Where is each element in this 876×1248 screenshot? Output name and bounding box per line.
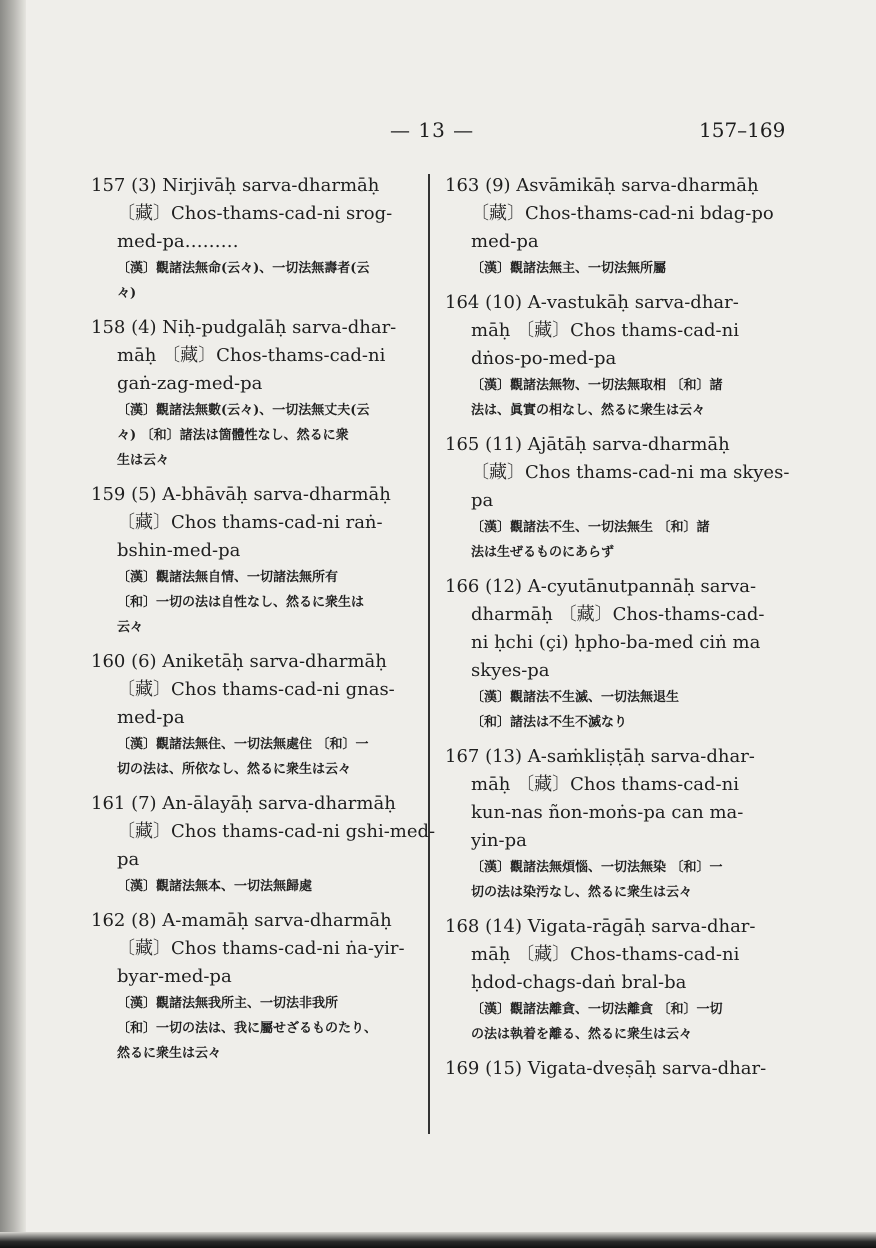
translation-note — [445, 515, 763, 565]
entry-heading-line: 〔藏〕Chos-thams-cad-ni bdag-po — [471, 203, 774, 224]
entry-heading-line: med-pa……… — [117, 231, 239, 252]
translation-note-line: 法は生ぜるものにあらず — [471, 545, 615, 560]
translation-note — [91, 256, 409, 306]
translation-note — [91, 565, 409, 590]
entry-heading-line: 〔藏〕Chos-thams-cad-ni srog- — [117, 203, 393, 224]
entry-heading-line: pa — [471, 490, 494, 511]
entry-heading-line: 〔藏〕Chos thams-cad-ni gnas- — [117, 679, 395, 700]
entry-heading-line: byar-med-pa — [117, 966, 232, 987]
translation-note-line: 〔漢〕觀諸法無自情、一切諸法無所有 — [117, 570, 339, 585]
dictionary-entry — [91, 314, 409, 473]
entry-heading — [445, 172, 774, 256]
entry-heading-line: 〔藏〕Chos thams-cad-ni raṅ- — [117, 512, 383, 533]
entry-heading — [445, 743, 763, 855]
dictionary-entry — [91, 907, 409, 1066]
entry-heading-line: 163 (9) Asvāmikāḥ sarva-dharmāḥ — [445, 175, 759, 196]
translation-note — [445, 256, 763, 281]
dictionary-entry — [445, 743, 763, 905]
book-spine-shadow — [0, 0, 26, 1248]
translation-note-line: 云々 — [117, 620, 144, 635]
entry-heading — [445, 1055, 767, 1083]
entry-heading — [91, 648, 409, 732]
entry-heading-line: māḥ 〔藏〕Chos thams-cad-ni — [471, 774, 739, 795]
entry-heading-line: dṅos-po-med-pa — [471, 348, 617, 369]
translation-note-line: 法は、眞實の相なし、然るに衆生は云々 — [471, 403, 706, 418]
entry-heading-line: ḥdod-chags-daṅ bral-ba — [471, 972, 687, 993]
entry-heading-line: māḥ 〔藏〕Chos-thams-cad-ni — [117, 345, 386, 366]
translation-note — [445, 373, 763, 423]
entry-heading-line: 〔藏〕Chos thams-cad-ni gshi-med- — [117, 821, 436, 842]
dictionary-entry — [91, 790, 436, 899]
translation-note-line: 〔和〕一切の法は自性なし、然るに衆生は — [117, 595, 365, 610]
translation-note-line: 々) 〔和〕諸法は箇體性なし、然るに衆 — [117, 428, 349, 443]
entry-heading-line: māḥ 〔藏〕Chos thams-cad-ni — [471, 320, 739, 341]
entry-heading-line: 158 (4) Niḥ-pudgalāḥ sarva-dhar- — [91, 317, 397, 338]
entry-heading-line: 167 (13) A-saṁkliṣṭāḥ sarva-dhar- — [445, 746, 755, 767]
entry-heading-line: 164 (10) A-vastukāḥ sarva-dhar- — [445, 292, 739, 313]
translation-note — [445, 997, 763, 1047]
entry-heading-line: 161 (7) An-ālayāḥ sarva-dharmāḥ — [91, 793, 396, 814]
entry-heading-line: 〔藏〕Chos thams-cad-ni ṅa-yir- — [117, 938, 405, 959]
entry-heading — [445, 289, 763, 373]
dictionary-entry — [445, 289, 763, 423]
entry-heading — [91, 481, 409, 565]
right-column — [445, 172, 790, 1091]
entry-heading-line: 157 (3) Nirjivāḥ sarva-dharmāḥ — [91, 175, 380, 196]
translation-note-line: 〔漢〕觀諸法無命(云々)、一切法無壽者(云 — [117, 261, 370, 276]
translation-note-line: 〔漢〕觀諸法無主、一切法無所屬 — [471, 261, 667, 276]
translation-note-line: 〔漢〕觀諸法不生滅、一切法無退生 — [471, 690, 680, 705]
translation-note-line: 〔和〕一切の法は、我に屬せざるものたり、 — [117, 1021, 378, 1036]
dictionary-entry — [445, 1055, 767, 1083]
entry-heading-line: yin-pa — [471, 830, 527, 851]
entry-heading — [445, 431, 790, 515]
left-column — [91, 172, 436, 1074]
dictionary-entry — [91, 481, 409, 640]
translation-note-line: 〔漢〕觀諸法離貪、一切法離貪 〔和〕一切 — [471, 1002, 723, 1017]
translation-note — [91, 398, 409, 473]
translation-note — [445, 710, 763, 735]
entry-heading — [91, 314, 409, 398]
entry-heading-line: 160 (6) Aniketāḥ sarva-dharmāḥ — [91, 651, 387, 672]
entry-heading — [445, 913, 763, 997]
translation-note-line: 切の法は染汚なし、然るに衆生は云々 — [471, 885, 693, 900]
entry-heading-line: skyes-pa — [471, 660, 550, 681]
entry-heading-line: 159 (5) A-bhāvāḥ sarva-dharmāḥ — [91, 484, 391, 505]
translation-note-line: 〔漢〕觀諸法無煩惱、一切法無染 〔和〕一 — [471, 860, 723, 875]
dictionary-entry — [445, 913, 763, 1047]
page-number: — 13 — — [390, 118, 475, 142]
entry-heading-line: med-pa — [471, 231, 539, 252]
translation-note-line: 生は云々 — [117, 453, 170, 468]
translation-note-line: 々) — [117, 286, 137, 301]
translation-note — [91, 732, 409, 782]
dictionary-entry — [445, 431, 790, 565]
column-divider — [428, 174, 430, 1134]
entry-heading-line: māḥ 〔藏〕Chos-thams-cad-ni — [471, 944, 740, 965]
translation-note-line: 〔漢〕觀諸法無物、一切法無取相 〔和〕諸 — [471, 378, 723, 393]
entry-heading-line: dharmāḥ 〔藏〕Chos-thams-cad- — [471, 604, 765, 625]
translation-note-line: 〔漢〕觀諸法無我所主、一切法非我所 — [117, 996, 339, 1011]
entry-heading — [91, 907, 409, 991]
translation-note — [91, 874, 409, 899]
entry-heading — [445, 573, 763, 685]
translation-note-line: 切の法は、所依なし、然るに衆生は云々 — [117, 762, 352, 777]
entry-heading-line: kun-nas ñon-moṅs-pa can ma- — [471, 802, 744, 823]
translation-note — [445, 855, 763, 905]
translation-note — [91, 991, 409, 1016]
page-bottom-edge — [0, 1232, 876, 1248]
dictionary-entry — [91, 648, 409, 782]
dictionary-entry — [91, 172, 409, 306]
translation-note-line: 然るに衆生は云々 — [117, 1046, 222, 1061]
translation-note-line: 〔漢〕觀諸法無住、一切法無處住 〔和〕一 — [117, 737, 369, 752]
entry-heading-line: 169 (15) Vigata-dveṣāḥ sarva-dhar- — [445, 1058, 767, 1079]
translation-note-line: 〔和〕諸法は不生不滅なり — [471, 715, 628, 730]
entry-heading-line: 168 (14) Vigata-rāgāḥ sarva-dhar- — [445, 916, 756, 937]
dictionary-entry — [445, 573, 763, 735]
entry-heading-line: ni ḥchi (çi) ḥpho-ba-med ciṅ ma — [471, 632, 761, 653]
entry-heading-line: med-pa — [117, 707, 185, 728]
entry-heading-line: gaṅ-zag-med-pa — [117, 373, 263, 394]
translation-note-line: 〔漢〕觀諸法無數(云々)、一切法無丈夫(云 — [117, 403, 370, 418]
entry-heading-line: 〔藏〕Chos thams-cad-ni ma skyes- — [471, 462, 790, 483]
entry-range: 157–169 — [699, 118, 786, 142]
entry-heading — [91, 790, 436, 874]
entry-heading-line: 165 (11) Ajātāḥ sarva-dharmāḥ — [445, 434, 730, 455]
translation-note-line: 〔漢〕觀諸法無本、一切法無歸處 — [117, 879, 313, 894]
dictionary-entry — [445, 172, 774, 281]
entry-heading-line: pa — [117, 849, 140, 870]
translation-note-line: の法は執着を離る、然るに衆生は云々 — [471, 1027, 693, 1042]
entry-heading — [91, 172, 409, 256]
translation-note — [445, 685, 763, 710]
entry-heading-line: 166 (12) A-cyutānutpannāḥ sarva- — [445, 576, 757, 597]
translation-note — [91, 590, 409, 640]
entry-heading-line: bshin-med-pa — [117, 540, 241, 561]
entry-heading-line: 162 (8) A-mamāḥ sarva-dharmāḥ — [91, 910, 392, 931]
translation-note — [91, 1016, 409, 1066]
translation-note-line: 〔漢〕觀諸法不生、一切法無生 〔和〕諸 — [471, 520, 710, 535]
